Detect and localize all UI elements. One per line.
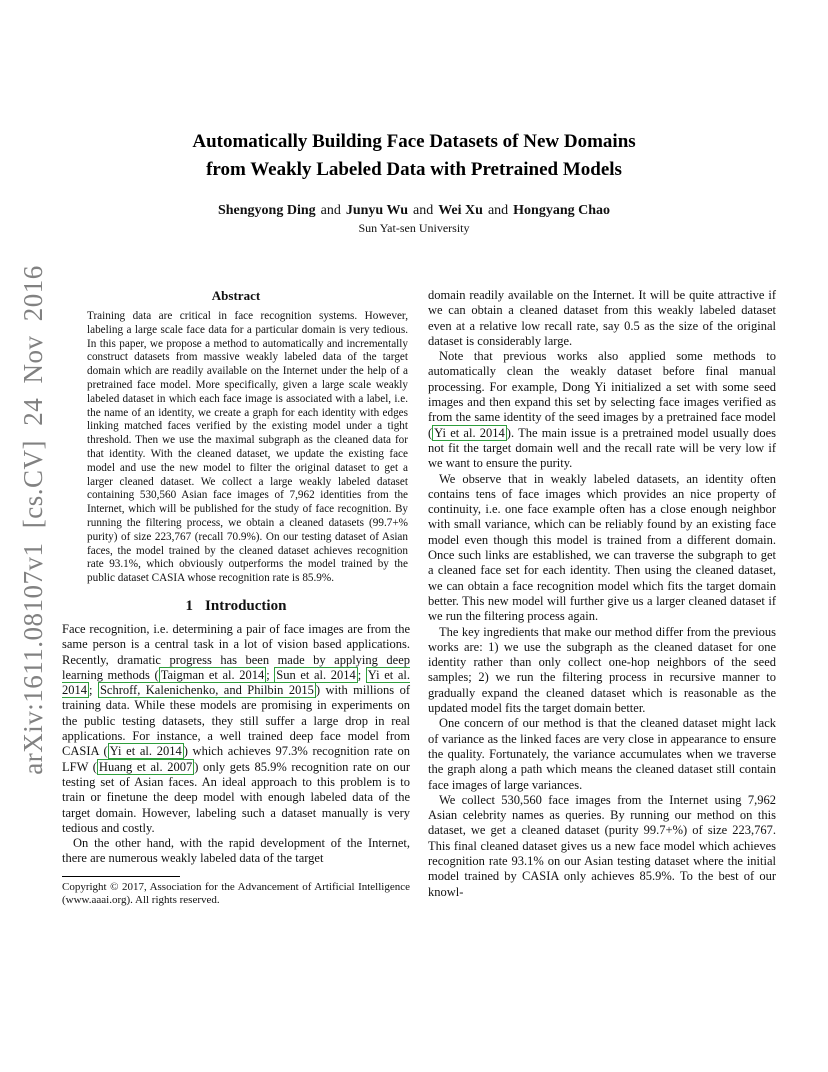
citation-link[interactable]: Yi et al. 2014	[109, 744, 182, 759]
author-list	[0, 203, 828, 219]
citation-link[interactable]: Schroff, Kalenichenko, and Philbin 2015	[99, 683, 314, 698]
affiliation: Sun Yat-sen University	[358, 221, 470, 235]
right-paragraph-2: Note that previous works also applied some methods to automatically clean the weakly dataset before final manual processing. For example, Dong Yi initialized a set with some seed images and then expand this set by selecting face images verified as from the same identity of the seed images by a pretrained face model ( Yi et al. 2014 ). The main issue is a pretrained model usually does not fit the target domain well and the recall rate will be very low if we want to ensure the purity.	[428, 349, 777, 471]
copyright-footnote	[62, 876, 410, 908]
two-column-body	[62, 288, 776, 908]
author-name: Junyu Wu	[345, 203, 408, 218]
citation-link[interactable]: Taigman et al. 2014	[160, 667, 265, 682]
author-separator: and	[320, 203, 341, 218]
right-paragraph-6: We collect 530,560 face images from the Internet using 7,962 Asian celebrity names as queries. By running our method on this dataset, we get a cleaned dataset (purity 99.7+%) of size 223,767. This final cleaned dataset gives us a new face model which achieves recognition rate 93.1% on our Asian testing dataset where the initial model trained by CASIA only achieves 85.9%. To the best of our knowl-	[428, 792, 776, 899]
section-number: 1	[185, 597, 194, 614]
section-title: Introduction	[205, 597, 287, 614]
paper-title-line1: Automatically Building Face Datasets of New Domains	[192, 131, 636, 152]
paper-title-line2: from Weakly Labeled Data with Pretrained Models	[206, 159, 622, 180]
section-heading-introduction	[62, 598, 410, 615]
citation-link[interactable]: Sun et al. 2014	[276, 667, 356, 682]
title-block	[0, 0, 828, 236]
arxiv-watermark: arXiv:1611.08107v1 [cs.CV] 24 Nov 2016	[18, 265, 48, 775]
author-name: Hongyang Chao	[513, 203, 611, 218]
author-separator: and	[487, 203, 509, 218]
right-paragraph-5: One concern of our method is that the cleaned dataset might lack of variance as the linked faces are very close in appearance to ensure the quality. Fortunately, the variance accumulates when we traverse the graph along a path which means the cleaned dataset still contain face images of large variances.	[428, 716, 776, 792]
right-paragraph-3: We observe that in weakly labeled datasets, an identity often contains tens of face images which provides an nice property of continuity, i.e. one face example often has a close enough neighbor with small variance, which can be reliably found by an existing face model even though this model is trained from a different domain. Once such links are established, we can traverse the subgraph to get a cleaned face set for each identity. Then using the cleaned dataset, we can obtain a face recognition model which fits the target domain better. This new model will further give us a larger cleaned dataset if we run the filtering process again.	[428, 471, 776, 624]
left-column	[62, 288, 410, 908]
author-name: Wei Xu	[438, 203, 483, 218]
right-paragraph-4: The key ingredients that make our method differ from the previous works are: 1) we use the subgraph as the cleaned dataset for one identity rather than only collect one-hop neighbors of the seed samples; 2) we run the filtering process in recursive manner to gradually expand the cleaned dataset which is reasonable as the updated model fits the target domain better.	[428, 624, 776, 716]
right-column	[428, 288, 776, 908]
abstract-text: Training data are critical in face recognition systems. However, labeling a large scale face data for a particular domain is very tedious. In this paper, we propose a method to automatically and incrementally construct datasets from massive weakly labeled data of the target domain which are readily available on the Internet under the help of a pretrained face model. More specifically, given a large scale weakly labeled dataset in which each face image is associated with a label, i.e. the name of an identity, we create a graph for each identity with edges linking matched faces verified by the existing model under a tight threshold. Then we use the maximal subgraph as the cleaned data for that identity. With the cleaned dataset, we update the existing face model and use the new model to filter the original dataset to get a larger cleaned dataset. We collect a large weakly labeled dataset containing 530,560 Asian face images of 7,962 identities from the Internet, which will be published for the study of face recognition. By running the filtering process, we obtain a cleaned datasets (99.7+% purity) of size 223,767 (recall 70.9%). On our testing dataset of Asian faces, the model trained by the cleaned dataset achieves recognition rate 93.1%, which obviously outperforms the model trained by the public dataset CASIA whose recognition rate is 85.9%.	[87, 310, 408, 585]
citation-link[interactable]: Huang et al. 2007	[98, 759, 193, 774]
abstract-heading: Abstract	[211, 288, 261, 303]
copyright-text: Copyright © 2017, Association for the Advancement of Artificial Intelligence (www.aaai.org). All rights reserved.	[62, 880, 410, 907]
paper-title	[0, 128, 828, 184]
author-separator: and	[412, 203, 434, 218]
intro-paragraph-2: On the other hand, with the rapid development of the Internet, there are numerous weakly labeled data of the target	[62, 836, 410, 866]
footnote-rule	[62, 876, 180, 877]
author-name: Shengyong Ding	[217, 203, 316, 218]
citation-link[interactable]: Yi et al. 2014	[434, 425, 505, 440]
citation-link[interactable]: Yi et al. 2014	[62, 667, 410, 698]
intro-paragraph-1: Face recognition, i.e. determining a pair of face images are from the same person is a central task in a lot of vision based applications. Recently, dramatic progress has been made by applying deep learning methods ( Taigman et al. 2014 ; Sun et al. 2014 ; Yi et al. 2014 ; Schroff, Kalenichenko, and Philbin 2015 ) with millions of training data. While these models are promising in experiments on the public testing datasets, they still suffer a large drop in real applications. For instance, a well trained deep face model from CASIA ( Yi et al. 2014 ) which achieves 97.3% recognition rate on LFW ( Huang et al. 2007 ) only gets 85.9% recognition rate on our testing set of Asian faces. An ideal approach to this problem is to train or finetune the deep model with enough labeled data of the target domain. However, labeling such a dataset manually is very tedious and costly.	[62, 621, 410, 835]
right-paragraph-1: domain readily available on the Internet. It will be quite attractive if we can obtain a cleaned dataset from this weakly labeled dataset even at a relative low recall rate, say 0.5 as the size of the original dataset is considerably large.	[428, 288, 776, 348]
